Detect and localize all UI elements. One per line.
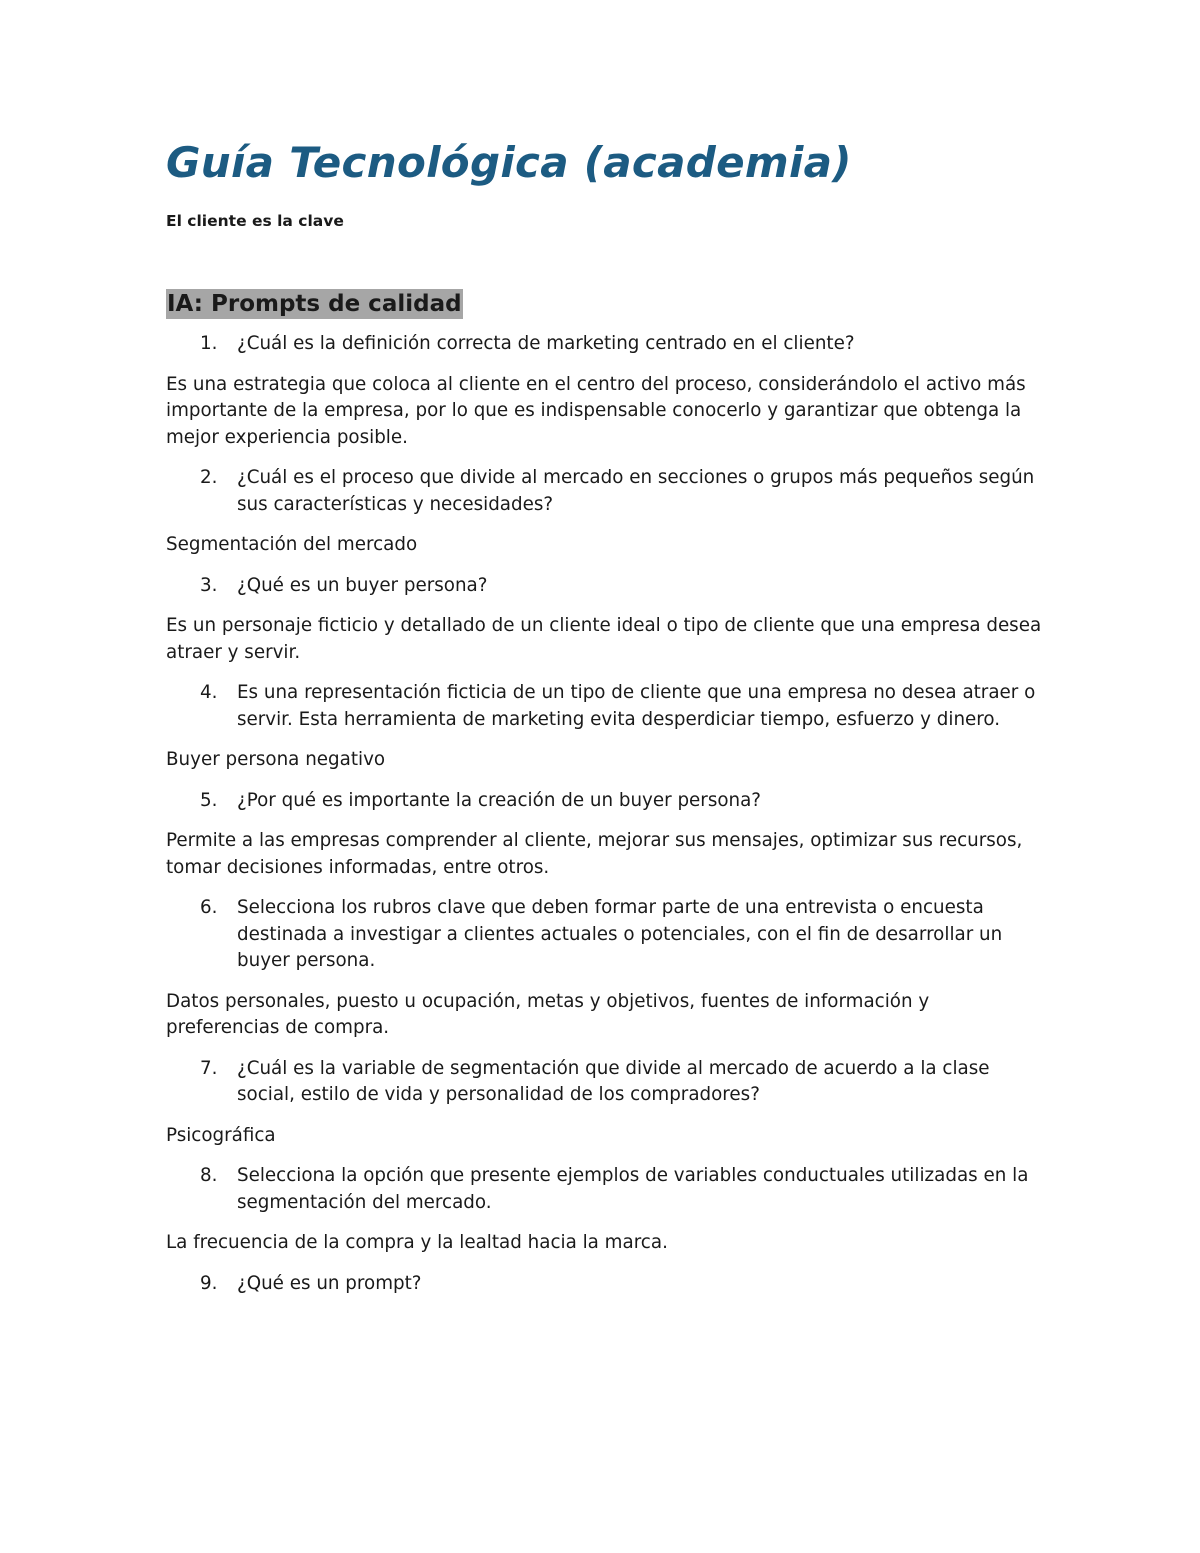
question-text: ¿Qué es un prompt? [237, 1272, 422, 1294]
answer-text: Buyer persona negativo [166, 749, 386, 770]
question-text: ¿Por qué es importante la creación de un buyer persona? [237, 789, 762, 811]
question-text: Selecciona los rubros clave que deben formar parte de una entrevista o encuesta destinada a investigar a clientes actuales o potenciales, con el fin de desarrollar un buyer persona. [237, 897, 1003, 971]
document-page [166, 130, 1046, 1297]
question-number: 1. [200, 333, 218, 354]
answer-text: La frecuencia de la compra y la lealtad hacia la marca. [166, 1232, 668, 1253]
question-text: ¿Cuál es la variable de segmentación que divide al mercado de acuerdo a la clase social, estilo de vida y personalidad de los compradores? [237, 1057, 990, 1105]
question-item [166, 1271, 1046, 1298]
question-text: ¿Qué es un buyer persona? [237, 574, 488, 596]
question-text: ¿Cuál es la definición correcta de marketing centrado en el cliente? [237, 333, 855, 354]
question-item [166, 788, 1046, 815]
question-number: 8. [200, 1165, 218, 1186]
answer-text: Segmentación del mercado [166, 534, 418, 555]
question-text: ¿Cuál es el proceso que divide al mercado en secciones o grupos más pequeños según sus características y necesidades? [237, 467, 1035, 515]
answer-text: Es un personaje ficticio y detallado de un cliente ideal o tipo de cliente que una empresa desea atraer y servir. [166, 615, 1042, 663]
section-heading: IA: Prompts de calidad [167, 291, 462, 317]
answer-text: Datos personales, puesto u ocupación, metas y objetivos, fuentes de información y preferencias de compra. [166, 990, 930, 1038]
question-text: Selecciona la opción que presente ejemplos de variables conductuales utilizadas en la segmentación del mercado. [237, 1165, 1029, 1213]
question-item [166, 331, 1046, 358]
answer-text: Permite a las empresas comprender al cliente, mejorar sus mensajes, optimizar sus recursos, tomar decisiones informadas, entre otros. [166, 830, 1023, 878]
question-item [166, 573, 1046, 600]
document-subtitle: El cliente es la clave [166, 212, 344, 230]
question-number: 5. [200, 789, 218, 811]
question-text: Es una representación ficticia de un tipo de cliente que una empresa no desea atraer o servir. Esta herramienta de marketing evita desperdiciar tiempo, esfuerzo y dinero. [237, 682, 1036, 730]
document-title: Guía Tecnológica (academia) [166, 138, 852, 187]
question-item [166, 465, 1046, 518]
question-number: 7. [200, 1057, 218, 1079]
question-item [166, 1056, 1046, 1109]
question-number: 9. [200, 1272, 218, 1294]
qa-list [166, 331, 1046, 1297]
question-number: 4. [200, 682, 218, 703]
question-item [166, 895, 1046, 975]
answer-text: Es una estrategia que coloca al cliente en el centro del proceso, considerándolo el activo más importante de la empresa, por lo que es indispensable conocerlo y garantizar que obtenga la mejor experiencia posible. [166, 373, 1026, 448]
answer-text: Psicográfica [166, 1124, 276, 1146]
question-item [166, 1163, 1046, 1216]
question-number: 2. [200, 467, 218, 488]
question-item [166, 680, 1046, 733]
question-number: 3. [200, 574, 218, 596]
question-number: 6. [200, 897, 218, 918]
